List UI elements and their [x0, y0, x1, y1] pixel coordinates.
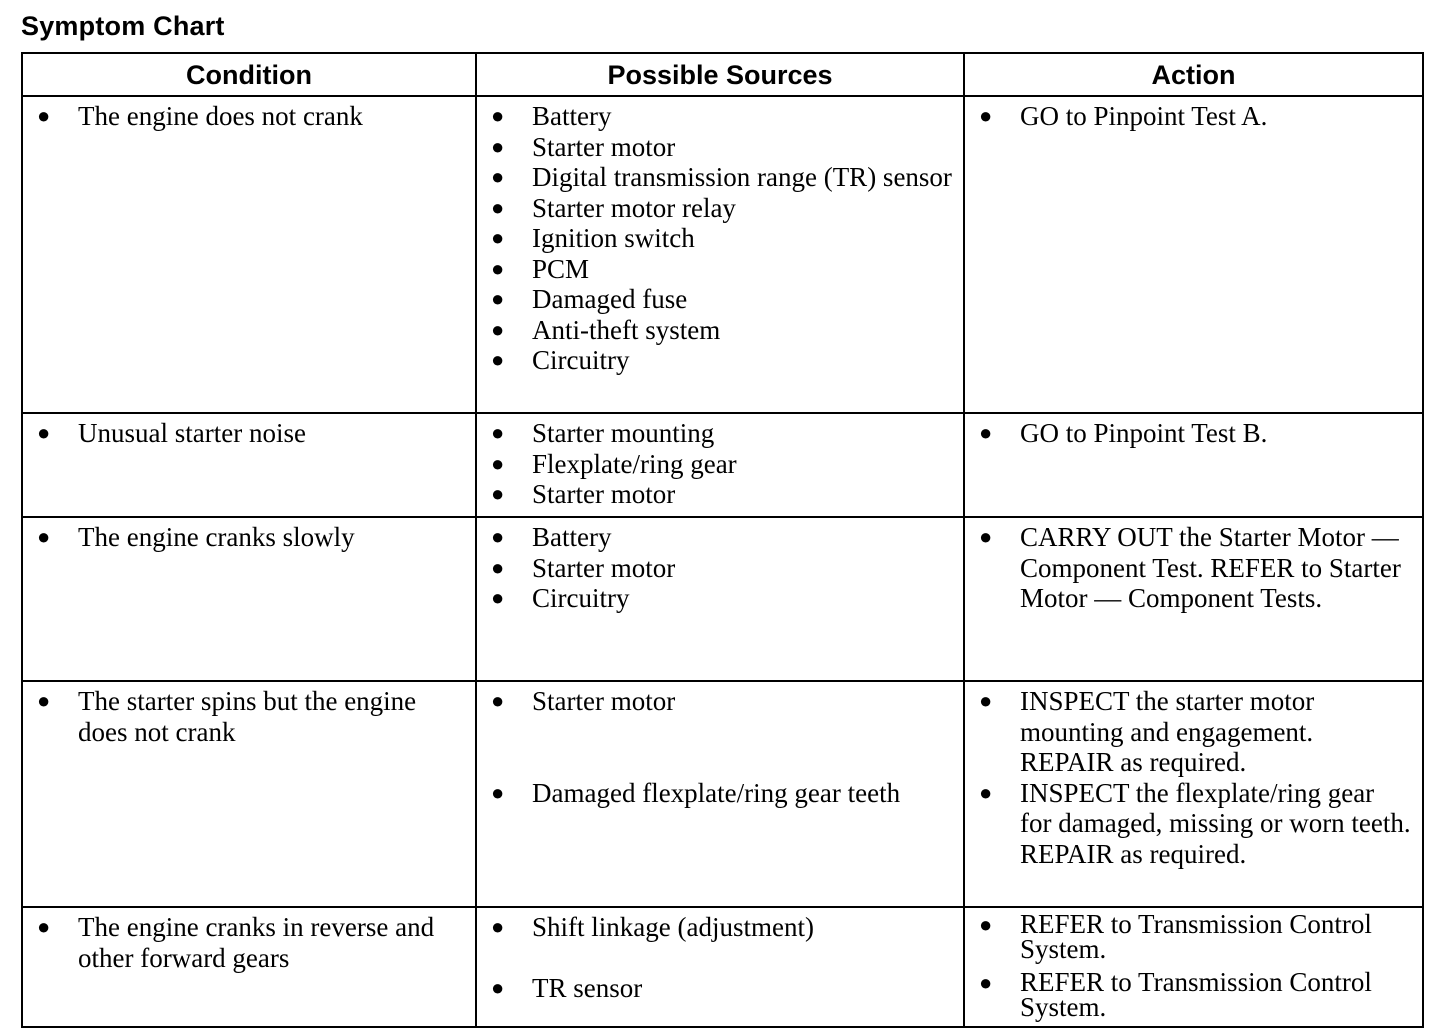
bullet-icon: ● — [491, 914, 505, 939]
page-title: Symptom Chart — [21, 11, 225, 41]
table-row — [22, 96, 1423, 413]
header-action: Action — [964, 53, 1423, 96]
list-item: ● Starter motor — [491, 552, 676, 583]
bullet-icon: ● — [979, 524, 993, 549]
bullet-icon: ● — [491, 286, 505, 311]
bullet-icon: ● — [37, 420, 51, 445]
bullet-icon: ● — [491, 524, 505, 549]
list-item: ● Shift linkage (adjustment) — [491, 912, 814, 942]
bullet-icon: ● — [491, 450, 505, 476]
bullet-icon: ● — [491, 255, 505, 281]
action-cell — [964, 517, 1423, 681]
list-item: ● Circuitry — [491, 583, 630, 613]
list-item: ● Flexplate/ring gear — [491, 448, 737, 479]
sources-cell — [476, 907, 964, 1027]
list-item: ● REFER to Transmission Control System. — [979, 967, 1372, 1022]
bullet-icon: ● — [491, 585, 505, 610]
bullet-icon: ● — [491, 194, 505, 220]
sources-cell — [476, 681, 964, 907]
list-item: ● The engine cranks slowly — [37, 522, 355, 552]
list-item: ● The starter spins but the engine does not crank — [37, 686, 417, 747]
bullet-icon: ● — [491, 164, 505, 189]
bullet-icon: ● — [979, 688, 993, 713]
list-item: ● GO to Pinpoint Test B. — [979, 418, 1268, 448]
sources-cell — [476, 517, 964, 681]
bullet-icon: ● — [491, 975, 505, 1000]
bullet-icon: ● — [491, 688, 505, 713]
condition-cell — [22, 413, 476, 517]
list-item: ● Starter motor — [491, 686, 676, 716]
list-item: ● INSPECT the starter motor mounting and engagement. REPAIR as required. — [979, 686, 1315, 777]
list-item: ● Digital transmission range (TR) sensor — [491, 162, 952, 192]
bullet-icon: ● — [979, 420, 993, 445]
table-row — [22, 413, 1423, 517]
header-condition: Condition — [22, 53, 476, 96]
list-item: ● CARRY OUT the Starter Motor — Component Test. REFER to Starter Motor — Component Tests. — [979, 522, 1401, 613]
list-item: ● Unusual starter noise — [37, 418, 306, 448]
condition-cell — [22, 96, 476, 413]
bullet-icon: ● — [491, 554, 505, 580]
bullet-icon: ● — [491, 133, 505, 159]
bullet-icon: ● — [491, 347, 505, 372]
table-header-row — [22, 53, 1423, 96]
action-cell — [964, 681, 1423, 907]
list-item: ● Anti-theft system — [491, 314, 721, 345]
action-cell — [964, 907, 1423, 1027]
list-item: ● Battery — [491, 522, 612, 552]
bullet-icon: ● — [37, 688, 51, 713]
list-item: ● Circuitry — [491, 345, 630, 375]
bullet-icon: ● — [37, 103, 51, 128]
header-possible-sources: Possible Sources — [476, 53, 964, 96]
table-row — [22, 681, 1423, 907]
list-item: ● Damaged flexplate/ring gear teeth — [491, 777, 901, 808]
list-item: ● PCM — [491, 253, 590, 284]
bullet-icon: ● — [491, 225, 505, 250]
list-item: ● Ignition switch — [491, 223, 695, 253]
bullet-icon: ● — [37, 914, 51, 939]
action-cell — [964, 413, 1423, 517]
action-cell — [964, 96, 1423, 413]
bullet-icon: ● — [491, 420, 505, 445]
list-item: ● TR sensor — [491, 973, 643, 1003]
bullet-icon: ● — [491, 103, 505, 128]
list-item: ● Starter motor — [491, 479, 676, 509]
condition-cell — [22, 907, 476, 1027]
bullet-icon: ● — [979, 103, 993, 128]
bullet-icon: ● — [979, 779, 993, 805]
bullet-icon: ● — [491, 779, 505, 805]
list-item: ● REFER to Transmission Control System. — [979, 909, 1372, 964]
condition-cell — [22, 517, 476, 681]
list-item: ● GO to Pinpoint Test A. — [979, 101, 1268, 131]
sources-cell — [476, 413, 964, 517]
list-item: ● The engine does not crank — [37, 101, 363, 131]
list-item: ● Starter mounting — [491, 418, 715, 448]
bullet-icon: ● — [37, 524, 51, 549]
bullet-icon: ● — [979, 912, 993, 937]
bullet-icon: ● — [979, 970, 993, 995]
list-item: ● The engine cranks in reverse and other forward gears — [37, 912, 435, 973]
list-item: ● Starter motor relay — [491, 192, 736, 223]
list-item: ● INSPECT the flexplate/ring gear for damaged, missing or worn teeth. REPAIR as required. — [979, 777, 1411, 869]
list-item: ● Battery — [491, 101, 612, 131]
list-item: ● Starter motor — [491, 131, 676, 162]
bullet-icon: ● — [491, 316, 505, 342]
sources-cell — [476, 96, 964, 413]
condition-cell — [22, 681, 476, 907]
symptom-chart-table — [21, 52, 1424, 1028]
bullet-icon: ● — [491, 481, 505, 506]
list-item: ● Damaged fuse — [491, 284, 688, 314]
table-row — [22, 907, 1423, 1027]
table-row — [22, 517, 1423, 681]
